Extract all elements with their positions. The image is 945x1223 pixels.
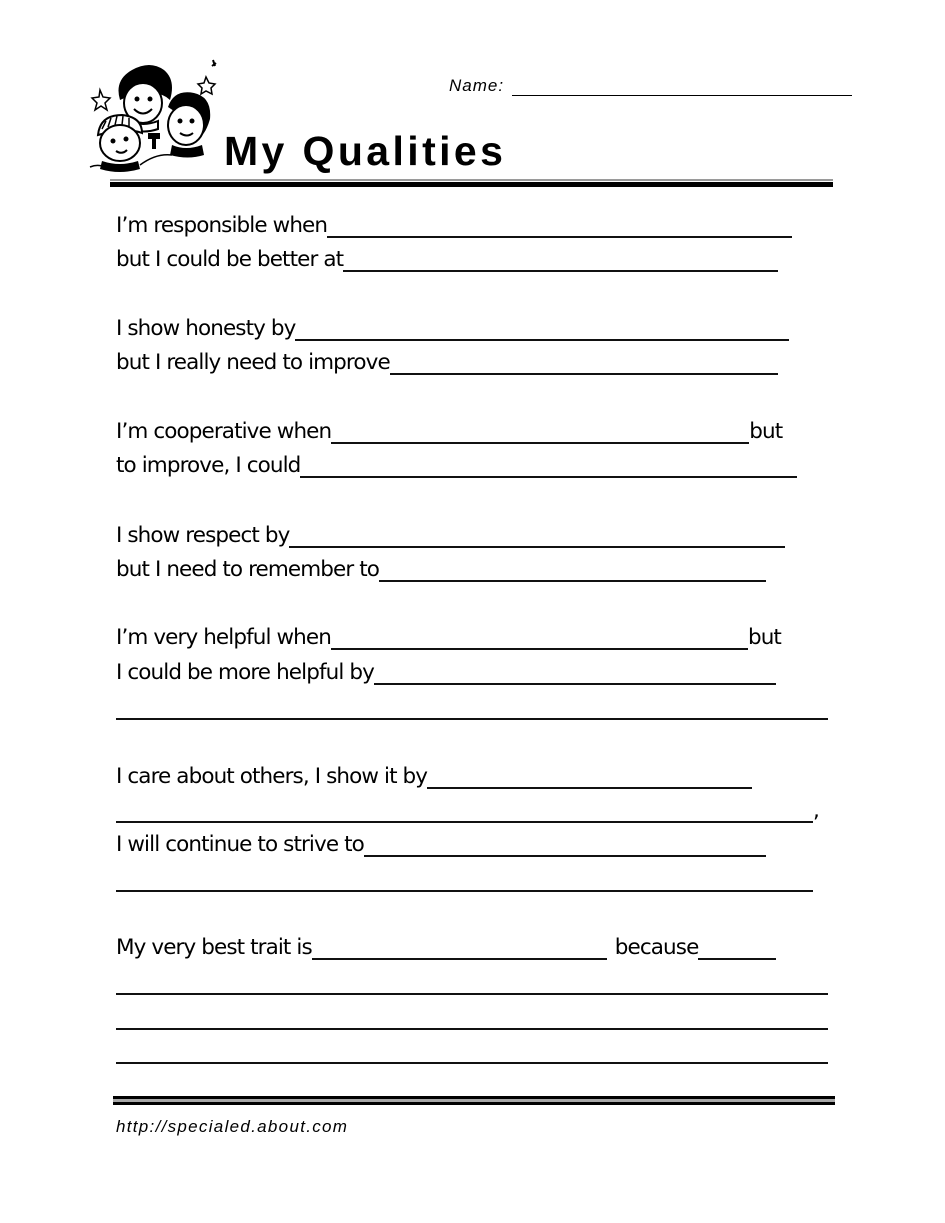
prompt-best-trait-line-4 (116, 1036, 828, 1066)
prompt-suffix: but (747, 624, 781, 650)
prompt-cooperative-line-1 (116, 416, 782, 446)
prompt-honesty-line-2 (116, 347, 778, 377)
answer-blank[interactable] (343, 270, 778, 272)
prompt-text: but I could be better at (116, 246, 344, 272)
answer-blank[interactable] (116, 890, 813, 892)
prompt-cooperative-line-2 (116, 450, 797, 480)
prompt-text: I’m cooperative when (116, 418, 332, 444)
answer-blank[interactable] (116, 718, 828, 720)
prompt-care-line-4 (116, 864, 813, 894)
prompt-care-line-3 (116, 829, 766, 859)
prompt-helpful-line-3 (116, 692, 828, 722)
prompt-responsible-line-1 (116, 210, 792, 240)
answer-blank[interactable] (364, 855, 766, 857)
prompt-care-line-2 (116, 795, 819, 825)
name-label: Name: (449, 76, 505, 95)
prompt-respect-line-2 (116, 554, 766, 584)
answer-blank[interactable] (300, 476, 797, 478)
header-divider (110, 179, 833, 187)
answer-blank[interactable] (327, 236, 792, 238)
name-input-line[interactable] (512, 95, 852, 96)
prompt-text: I could be more helpful by (116, 659, 374, 685)
prompt-text: I will continue to strive to (116, 831, 364, 857)
prompt-helpful-line-1 (116, 622, 781, 652)
prompt-honesty-line-1 (116, 313, 789, 343)
prompt-text: I show respect by (116, 522, 290, 548)
answer-blank[interactable] (331, 442, 749, 444)
prompt-text: I’m very helpful when (116, 624, 331, 650)
answer-blank[interactable] (116, 993, 828, 995)
footer-url: http://specialed.about.com (116, 1117, 349, 1136)
footer-divider (113, 1096, 835, 1105)
answer-blank[interactable] (116, 821, 813, 823)
prompt-text: to improve, I could (116, 452, 301, 478)
prompt-care-line-1 (116, 761, 752, 791)
prompt-best-trait-line-2 (116, 967, 828, 997)
answer-blank[interactable] (116, 1062, 828, 1064)
prompt-mid-text: because (614, 934, 699, 960)
prompt-responsible-line-2 (116, 244, 778, 274)
prompt-suffix: , (813, 797, 819, 823)
answer-blank[interactable] (116, 1028, 828, 1030)
answer-blank[interactable] (331, 648, 748, 650)
prompt-respect-line-1 (116, 520, 785, 550)
prompt-text: but I need to remember to (116, 556, 380, 582)
prompt-text: My very best trait is (116, 934, 312, 960)
answer-blank[interactable] (390, 373, 778, 375)
children-clipart-icon (88, 55, 228, 180)
answer-blank[interactable] (698, 958, 776, 960)
answer-blank[interactable] (289, 546, 785, 548)
prompt-text: I care about others, I show it by (116, 763, 428, 789)
answer-blank[interactable] (427, 787, 752, 789)
prompt-best-trait-line-3 (116, 1002, 828, 1032)
answer-blank[interactable] (295, 339, 789, 341)
answer-blank[interactable] (379, 580, 766, 582)
prompt-text: I show honesty by (116, 315, 296, 341)
prompt-text: I’m responsible when (116, 212, 328, 238)
answer-blank[interactable] (374, 683, 776, 685)
prompt-text: but I really need to improve (116, 349, 390, 375)
prompt-suffix: but (749, 418, 783, 444)
page-title: My Qualities (224, 128, 507, 174)
answer-blank[interactable] (312, 958, 607, 960)
prompt-helpful-line-2 (116, 657, 776, 687)
prompt-best-trait-line-1 (116, 932, 776, 962)
